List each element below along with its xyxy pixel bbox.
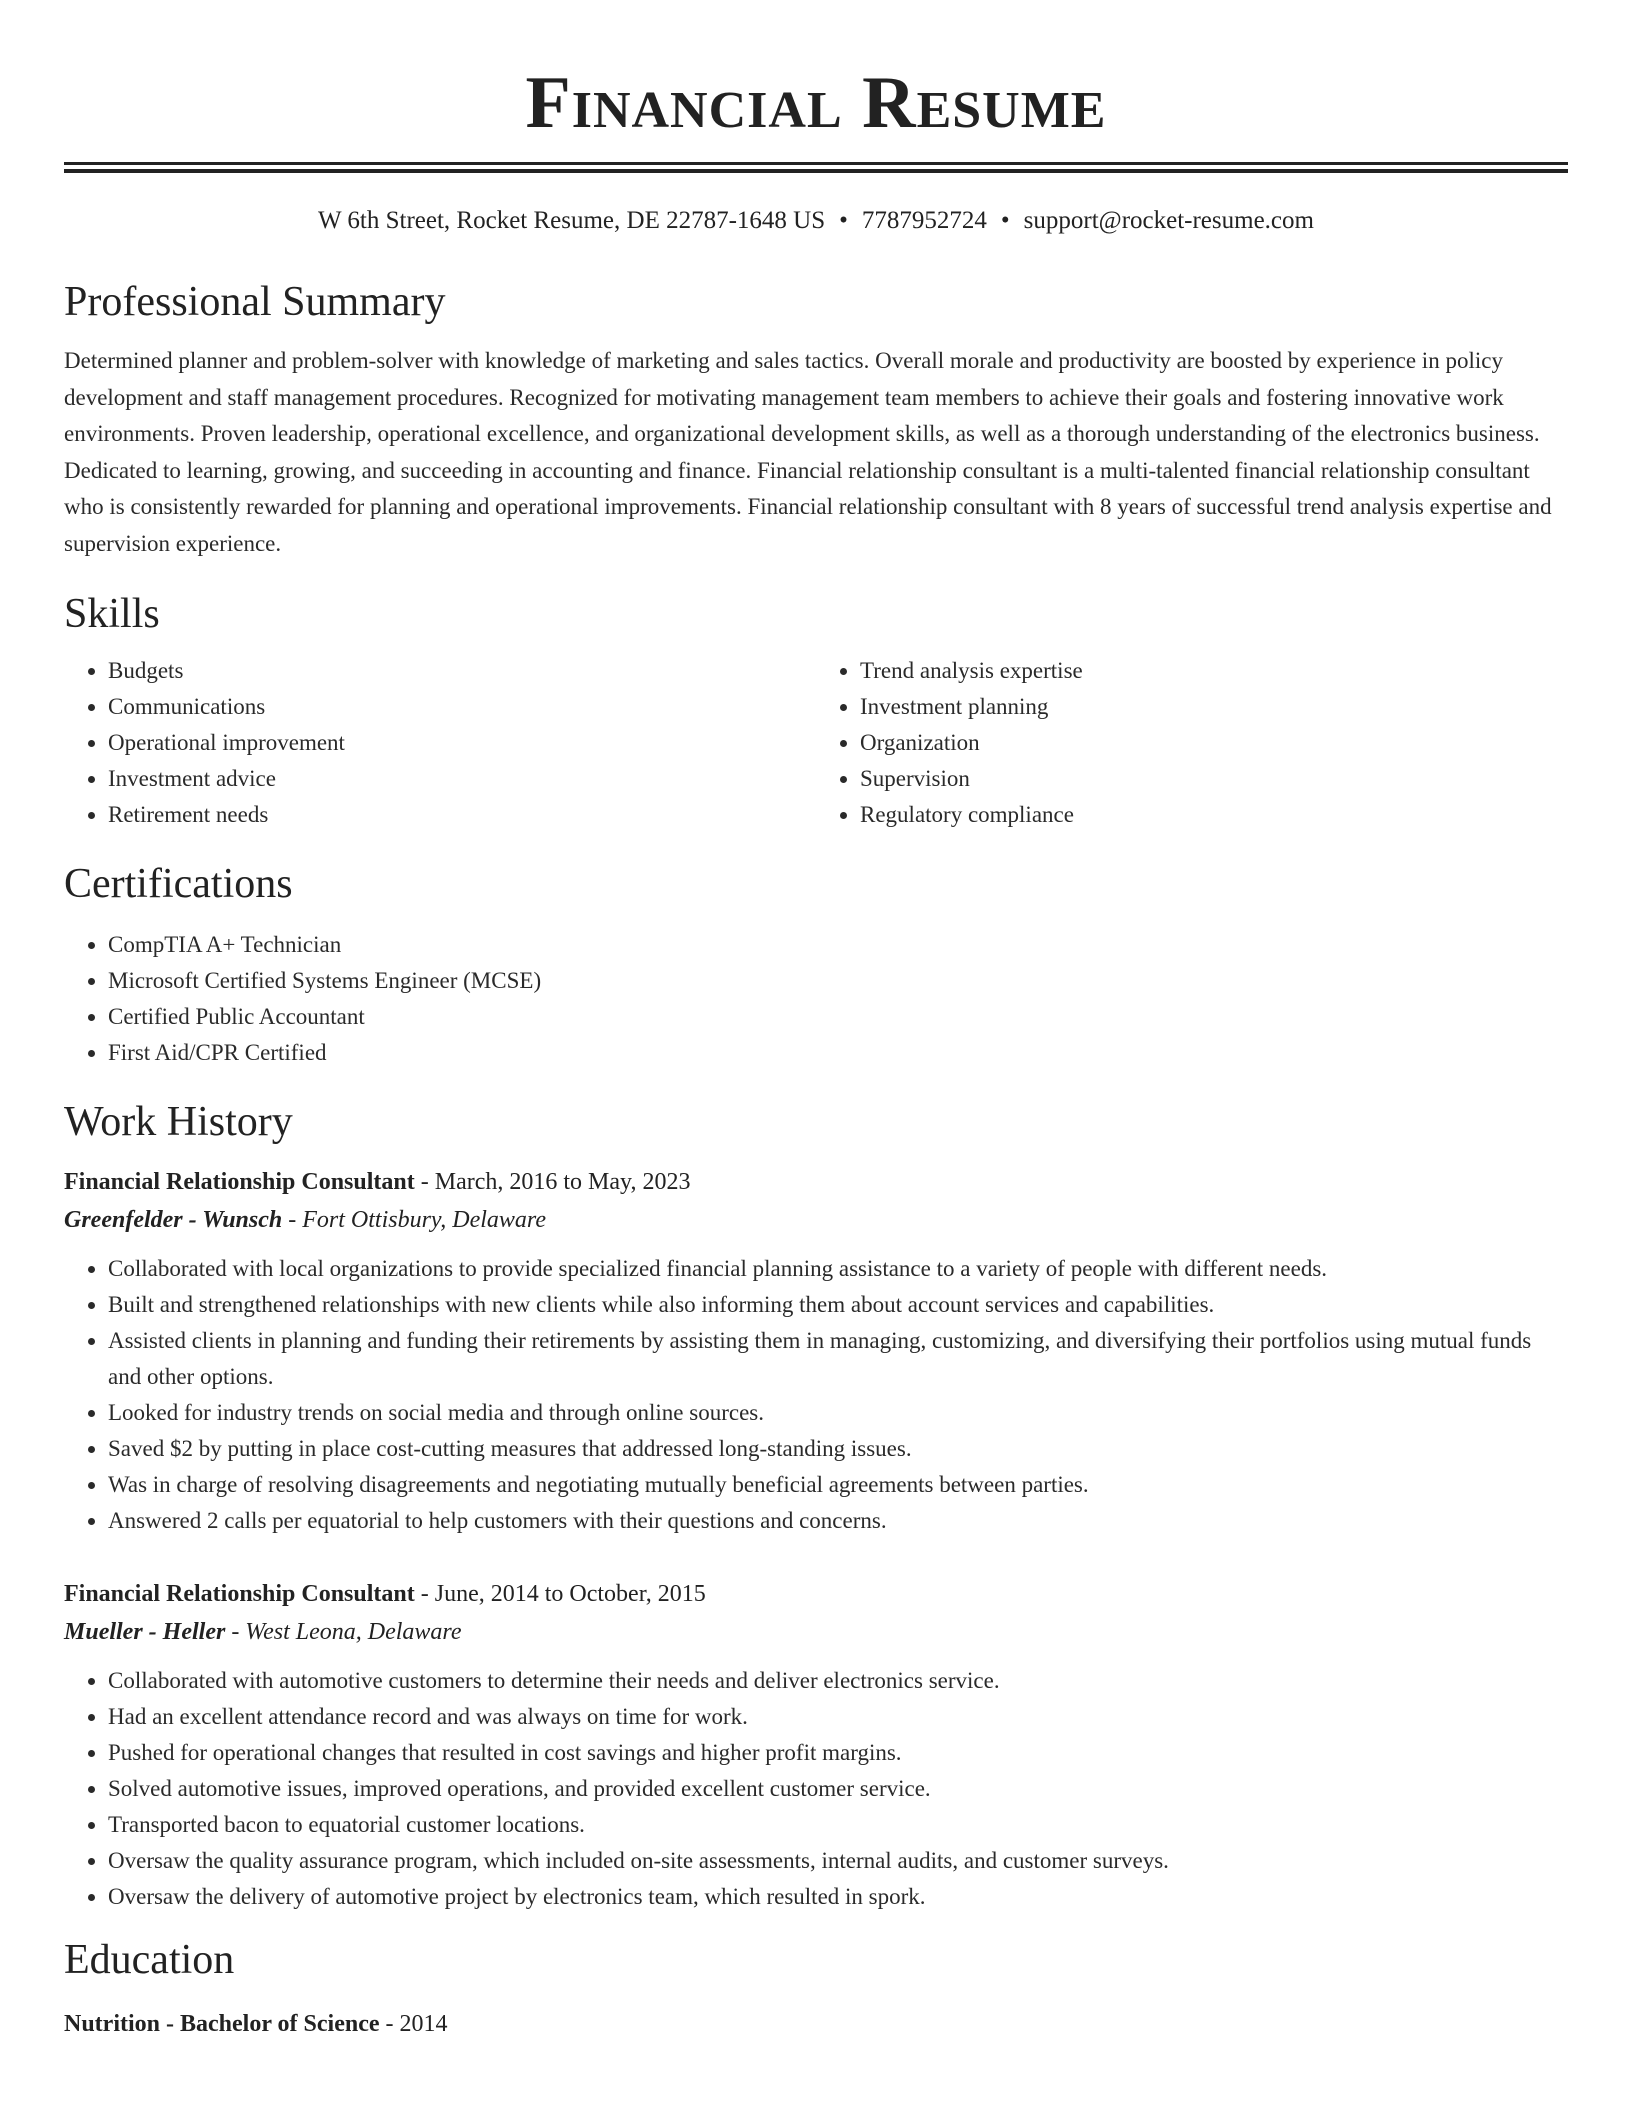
contact-address: W 6th Street, Rocket Resume, DE 22787-1648 US bbox=[318, 207, 826, 234]
education-section bbox=[64, 1935, 1568, 2043]
contact-phone: 7787952724 bbox=[861, 207, 987, 234]
certification-item: • First Aid/CPR Certified bbox=[108, 1035, 1568, 1071]
job-duties-list bbox=[64, 1251, 1568, 1539]
job-duties-list bbox=[64, 1663, 1568, 1915]
education-degree: Nutrition - Bachelor of Science bbox=[64, 2010, 380, 2037]
job-duty-item: • Solved automotive issues, improved operations, and provided excellent customer service. bbox=[108, 1771, 1568, 1807]
skill-item: • Trend analysis expertise bbox=[860, 653, 1568, 689]
contact-separator: • bbox=[839, 207, 848, 234]
skills-list-right bbox=[816, 653, 1568, 833]
job-title: Financial Relationship Consultant bbox=[64, 1580, 415, 1607]
skills-section bbox=[64, 589, 1568, 833]
contact-line bbox=[64, 205, 1568, 237]
job-title-line bbox=[64, 1575, 1568, 1613]
company-line bbox=[64, 1201, 1568, 1239]
job-duty-item: • Looked for industry trends on social media and through online sources. bbox=[108, 1395, 1568, 1431]
job-duty-item: • Collaborated with local organizations to provide specialized financial planning assistance to a variety of people with different needs. bbox=[108, 1251, 1568, 1287]
section-title-skills: Skills bbox=[64, 590, 160, 637]
summary-text: Determined planner and problem-solver with knowledge of marketing and sales tactics. Overall morale and productivity are boosted by experience in policy development and staff management procedures. Recognized for motivating management team members to achieve their goals and fostering innovative work environments. Proven leadership, operational excellence, and organizational development skills, as well as a thorough understanding of the electronics business. Dedicated to learning, growing, and succeeding in accounting and finance. Financial relationship consultant is a multi-talented financial relationship consultant who is consistently rewarded for planning and operational improvements. Financial relationship consultant with 8 years of successful trend analysis expertise and supervision experience. bbox=[64, 348, 1552, 556]
certification-item: • Microsoft Certified Systems Engineer (MCSE) bbox=[108, 963, 1568, 999]
company-location: - Fort Ottisbury, Delaware bbox=[282, 1206, 547, 1233]
skill-item: • Investment advice bbox=[108, 761, 816, 797]
job-duty-item: • Built and strengthened relationships with new clients while also informing them about account services and capabilities. bbox=[108, 1287, 1568, 1323]
work-history-section bbox=[64, 1097, 1568, 1915]
skill-item: • Operational improvement bbox=[108, 725, 816, 761]
professional-summary-section bbox=[64, 277, 1568, 563]
company-line bbox=[64, 1613, 1568, 1651]
section-title-summary: Professional Summary bbox=[64, 279, 446, 325]
skill-item: • Investment planning bbox=[860, 689, 1568, 725]
job-duty-item: • Had an excellent attendance record and was always on time for work. bbox=[108, 1699, 1568, 1735]
resume-header bbox=[64, 0, 1568, 237]
job-duty-item: • Pushed for operational changes that resulted in cost savings and higher profit margins. bbox=[108, 1735, 1568, 1771]
job-duty-item: • Collaborated with automotive customers to determine their needs and deliver electronics service. bbox=[108, 1663, 1568, 1699]
skills-columns bbox=[64, 653, 1568, 833]
skill-item: • Organization bbox=[860, 725, 1568, 761]
skills-list-left bbox=[64, 653, 816, 833]
job-duty-item: • Oversaw the delivery of automotive project by electronics team, which resulted in spork. bbox=[108, 1879, 1568, 1915]
company-name: Mueller - Heller bbox=[64, 1618, 226, 1645]
job-duty-item: • Saved $2 by putting in place cost-cutting measures that addressed long-standing issues. bbox=[108, 1431, 1568, 1467]
certifications-list bbox=[64, 927, 1568, 1071]
job-title: Financial Relationship Consultant bbox=[64, 1168, 415, 1195]
skill-item: • Communications bbox=[108, 689, 816, 725]
job-entry bbox=[64, 1163, 1568, 1539]
skill-item: • Regulatory compliance bbox=[860, 797, 1568, 833]
section-title-certifications: Certifications bbox=[64, 860, 293, 907]
skill-item: • Budgets bbox=[108, 653, 816, 689]
job-entry bbox=[64, 1575, 1568, 1915]
education-year: - 2014 bbox=[379, 2010, 448, 2037]
education-entry bbox=[64, 2005, 1568, 2043]
job-duty-item: • Transported bacon to equatorial customer locations. bbox=[108, 1807, 1568, 1843]
certification-item: • Certified Public Accountant bbox=[108, 999, 1568, 1035]
job-duty-item: • Assisted clients in planning and funding their retirements by assisting them in managing, customizing, and diversifying their portfolios using mutual funds and other options. bbox=[108, 1323, 1568, 1395]
certifications-section bbox=[64, 859, 1568, 1071]
job-dates: - June, 2014 to October, 2015 bbox=[414, 1580, 706, 1607]
contact-email: support@rocket-resume.com bbox=[1023, 207, 1314, 234]
job-duty-item: • Oversaw the quality assurance program, which included on-site assessments, internal audits, and customer surveys. bbox=[108, 1843, 1568, 1879]
company-location: - West Leona, Delaware bbox=[225, 1618, 462, 1645]
header-double-rule bbox=[64, 162, 1568, 173]
job-duty-item: • Answered 2 calls per equatorial to help customers with their questions and concerns. bbox=[108, 1503, 1568, 1539]
job-duty-item: • Was in charge of resolving disagreements and negotiating mutually beneficial agreements between parties. bbox=[108, 1467, 1568, 1503]
contact-separator: • bbox=[1000, 207, 1010, 234]
skill-item: • Retirement needs bbox=[108, 797, 816, 833]
certification-item: • CompTIA A+ Technician bbox=[108, 927, 1568, 963]
section-title-work-history: Work History bbox=[64, 1098, 293, 1145]
resume-name: Financial Resume bbox=[525, 62, 1107, 144]
job-title-line bbox=[64, 1163, 1568, 1201]
company-name: Greenfelder - Wunsch bbox=[64, 1206, 283, 1233]
job-dates: - March, 2016 to May, 2023 bbox=[414, 1168, 691, 1195]
section-title-education: Education bbox=[64, 1936, 235, 1983]
skill-item: • Supervision bbox=[860, 761, 1568, 797]
